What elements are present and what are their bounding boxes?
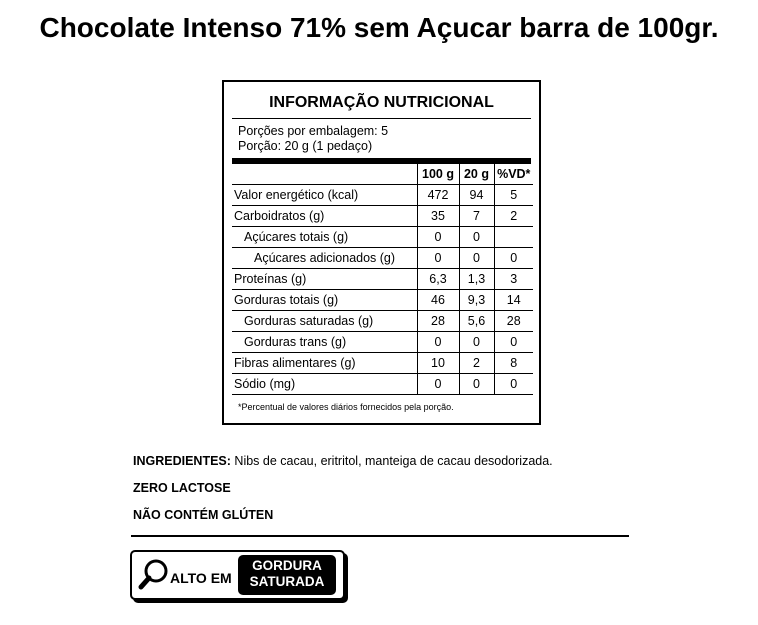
divider <box>232 118 531 119</box>
serving-size: Porção: 20 g (1 pedaço) <box>238 139 373 153</box>
ingredients-text: Nibs de cacau, eritritol, manteiga de cacau desodorizada. <box>230 454 553 468</box>
table-row <box>232 269 533 290</box>
table-row <box>232 185 533 206</box>
value-100g: 35 <box>417 206 459 227</box>
value-20g: 0 <box>459 374 494 395</box>
value-20g: 0 <box>459 332 494 353</box>
table-row <box>232 311 533 332</box>
claim-zero-lactose <box>133 481 231 495</box>
table-row <box>232 332 533 353</box>
servings-per-package: Porções por embalagem: 5 <box>238 124 389 138</box>
table-row <box>232 206 533 227</box>
table-row <box>232 353 533 374</box>
row-label: Gorduras trans (g) <box>232 332 417 353</box>
row-label: Proteínas (g) <box>232 269 417 290</box>
magnifier-icon <box>138 558 170 592</box>
warning-line-1: GORDURA <box>252 558 322 573</box>
header-blank-cell <box>232 164 417 185</box>
value-100g: 28 <box>417 311 459 332</box>
warning-prefix: ALTO EM <box>170 570 232 586</box>
row-label: Açúcares adicionados (g) <box>232 248 417 269</box>
value-vd: 0 <box>494 248 533 269</box>
ingredients-line <box>133 454 553 468</box>
column-header-100g: 100 g <box>417 164 459 185</box>
footnote: *Percentual de valores diários fornecidos pela porção. <box>238 402 454 412</box>
row-label: Gorduras totais (g) <box>232 290 417 311</box>
divider <box>131 535 629 537</box>
high-saturated-fat-warning <box>130 550 345 600</box>
row-label: Sódio (mg) <box>232 374 417 395</box>
table-row <box>232 227 533 248</box>
value-20g: 94 <box>459 185 494 206</box>
nutrition-table <box>232 164 533 395</box>
value-vd: 0 <box>494 332 533 353</box>
value-100g: 0 <box>417 374 459 395</box>
column-header-20g: 20 g <box>459 164 494 185</box>
row-label: Gorduras saturadas (g) <box>232 311 417 332</box>
value-20g: 2 <box>459 353 494 374</box>
warning-nutrient-box <box>238 555 336 595</box>
value-100g: 46 <box>417 290 459 311</box>
claim-text: ZERO LACTOSE <box>133 481 231 495</box>
nutrition-facts-panel <box>222 80 541 425</box>
value-20g: 0 <box>459 248 494 269</box>
table-header-row <box>232 164 533 185</box>
value-20g: 1,3 <box>459 269 494 290</box>
value-20g: 9,3 <box>459 290 494 311</box>
value-vd: 2 <box>494 206 533 227</box>
table-row <box>232 290 533 311</box>
value-100g: 10 <box>417 353 459 374</box>
row-label: Valor energético (kcal) <box>232 185 417 206</box>
warning-line-2: SATURADA <box>249 574 325 589</box>
value-100g: 0 <box>417 332 459 353</box>
value-vd: 8 <box>494 353 533 374</box>
value-100g: 472 <box>417 185 459 206</box>
row-label: Fibras alimentares (g) <box>232 353 417 374</box>
value-vd: 5 <box>494 185 533 206</box>
claim-text: NÃO CONTÉM GLÚTEN <box>133 508 274 522</box>
claim-gluten-free <box>133 508 273 522</box>
value-100g: 6,3 <box>417 269 459 290</box>
product-title: Chocolate Intenso 71% sem Açucar barra de 100gr. <box>39 12 719 43</box>
serving-info <box>238 124 388 154</box>
table-row <box>232 374 533 395</box>
value-vd <box>494 227 533 248</box>
value-20g: 7 <box>459 206 494 227</box>
table-row <box>232 248 533 269</box>
row-label: Carboidratos (g) <box>232 206 417 227</box>
value-100g: 0 <box>417 248 459 269</box>
nutrition-heading: INFORMAÇÃO NUTRICIONAL <box>269 94 494 111</box>
value-vd: 28 <box>494 311 533 332</box>
ingredients-label: INGREDIENTES: <box>133 454 231 468</box>
value-vd: 14 <box>494 290 533 311</box>
value-100g: 0 <box>417 227 459 248</box>
value-vd: 3 <box>494 269 533 290</box>
value-20g: 5,6 <box>459 311 494 332</box>
value-vd: 0 <box>494 374 533 395</box>
value-20g: 0 <box>459 227 494 248</box>
row-label: Açúcares totais (g) <box>232 227 417 248</box>
column-header-vd: %VD* <box>494 164 533 185</box>
